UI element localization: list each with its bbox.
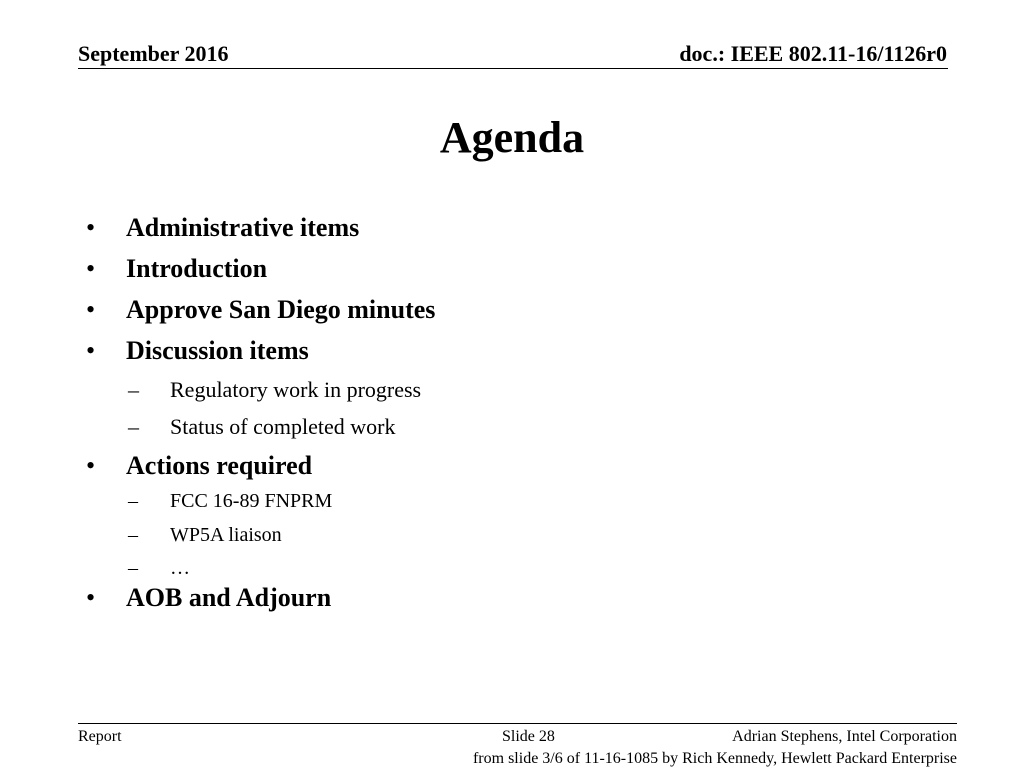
sub-item-label: WP5A liaison xyxy=(170,524,282,546)
dash-icon: – xyxy=(128,377,139,402)
agenda-item-label: Approve San Diego minutes xyxy=(126,295,436,324)
agenda-item-actions xyxy=(86,450,312,482)
slide-title: Agenda xyxy=(439,113,585,162)
sub-item-wp5a xyxy=(128,522,282,548)
agenda-item-label: Actions required xyxy=(126,451,313,480)
sub-item-label: FCC 16-89 FNPRM xyxy=(170,490,333,512)
bullet-icon: • xyxy=(86,336,96,365)
sub-item-status xyxy=(128,413,395,441)
bullet-icon: • xyxy=(86,254,96,283)
agenda-item-label: AOB and Adjourn xyxy=(126,583,332,612)
footer-report: Report xyxy=(78,728,122,745)
dash-icon: – xyxy=(128,414,139,439)
bullet-icon: • xyxy=(86,451,96,480)
agenda-item-label: Discussion items xyxy=(126,336,309,365)
dash-icon: – xyxy=(128,557,138,579)
sub-item-regulatory xyxy=(128,376,421,404)
dash-icon: – xyxy=(128,524,138,546)
sub-item-label: Regulatory work in progress xyxy=(170,377,422,402)
agenda-item-aob xyxy=(86,582,331,614)
header-doc-id: doc.: IEEE 802.11-16/1126r0 xyxy=(679,41,947,66)
dash-icon: – xyxy=(128,490,138,512)
footer-source: from slide 3/6 of 11-16-1085 by Rich Kennedy, Hewlett Packard Enterprise xyxy=(472,750,957,767)
agenda-item-label: Introduction xyxy=(126,254,268,283)
footer-author: Adrian Stephens, Intel Corporation xyxy=(732,728,957,745)
header-divider xyxy=(78,68,948,69)
footer-slide-number: Slide 28 xyxy=(502,728,555,745)
agenda-item-admin xyxy=(86,212,359,244)
agenda-item-label: Administrative items xyxy=(126,213,360,242)
header-date: September 2016 xyxy=(78,41,229,66)
agenda-item-discussion xyxy=(86,335,309,367)
bullet-icon: • xyxy=(86,213,96,242)
bullet-icon: • xyxy=(86,583,96,612)
sub-item-label: Status of completed work xyxy=(170,414,396,439)
footer-divider xyxy=(78,723,957,724)
sub-item-ellipsis xyxy=(128,555,190,581)
bullet-icon: • xyxy=(86,295,96,324)
agenda-item-intro xyxy=(86,253,267,285)
agenda-item-minutes xyxy=(86,294,435,326)
sub-item-fcc xyxy=(128,488,332,514)
sub-item-label: … xyxy=(170,557,190,579)
